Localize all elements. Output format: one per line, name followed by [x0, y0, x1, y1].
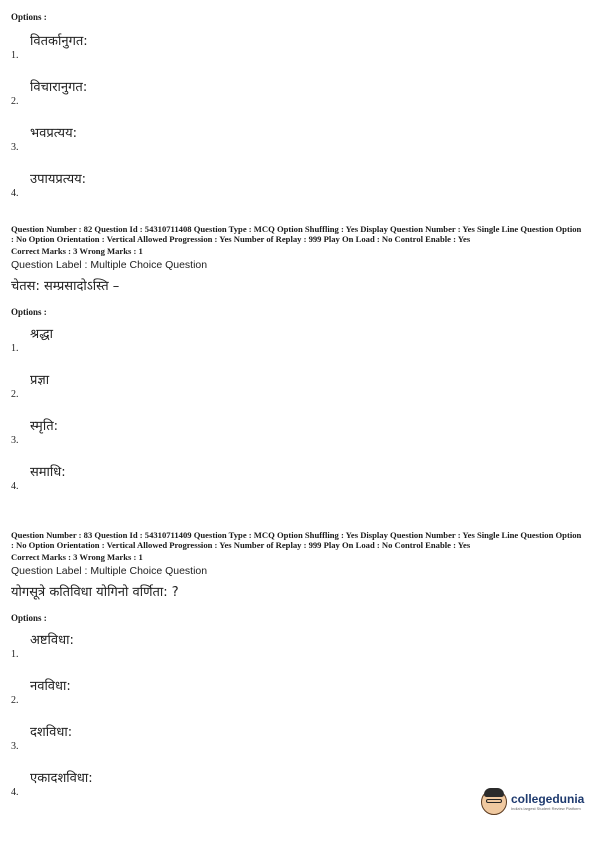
- option-2[interactable]: [11, 73, 585, 119]
- question-label: Question Label : Multiple Choice Question: [11, 565, 208, 577]
- option-number: 4.: [11, 188, 19, 199]
- question-label: Question Label : Multiple Choice Question: [11, 259, 208, 271]
- option-text: प्रज्ञा: [30, 373, 50, 388]
- option-4[interactable]: [11, 458, 585, 504]
- option-3[interactable]: [11, 718, 585, 764]
- option-number: 2.: [11, 389, 19, 400]
- option-4[interactable]: [11, 165, 585, 211]
- option-number: 1.: [11, 649, 19, 660]
- option-2[interactable]: [11, 672, 585, 718]
- question-meta: Question Number : 82 Question Id : 54310711408 Question Type : MCQ Option Shuffling : Yes Display Question Number : Yes Single Line Question Option : No Option Orientation : Vertical Allowed Progression : Yes Number of Replay : 999 Play On Load : No Control Enable : Yes: [11, 224, 582, 244]
- option-text: एकादशविधा:: [30, 771, 93, 786]
- option-text: समाधि:: [30, 465, 66, 480]
- question-text: योगसूत्रे कतिविधा योगिनो वर्णिता: ?: [11, 585, 179, 600]
- option-1[interactable]: [11, 320, 585, 366]
- question-82: [11, 224, 585, 504]
- option-number: 2.: [11, 96, 19, 107]
- logo-text: [511, 793, 584, 811]
- option-number: 4.: [11, 481, 19, 492]
- options-heading: Options :: [11, 307, 47, 317]
- option-text: उपायप्रत्यय:: [30, 172, 87, 187]
- option-text: नवविधा:: [30, 679, 71, 694]
- option-1[interactable]: [11, 27, 585, 73]
- previous-question-options: [11, 12, 585, 211]
- option-3[interactable]: [11, 119, 585, 165]
- option-number: 1.: [11, 50, 19, 61]
- options-heading: Options :: [11, 613, 47, 623]
- option-text: भवप्रत्यय:: [30, 126, 77, 141]
- collegedunia-logo: [481, 789, 584, 815]
- question-marks: Correct Marks : 3 Wrong Marks : 1: [11, 246, 143, 256]
- option-text: श्रद्धा: [30, 327, 53, 342]
- options-heading: Options :: [11, 12, 47, 22]
- logo-name: collegedunia: [511, 792, 585, 806]
- option-number: 3.: [11, 741, 19, 752]
- question-marks: Correct Marks : 3 Wrong Marks : 1: [11, 552, 143, 562]
- option-3[interactable]: [11, 412, 585, 458]
- question-text: चेतस: सम्प्रसादोऽस्ति –: [11, 279, 120, 294]
- option-number: 3.: [11, 435, 19, 446]
- option-number: 4.: [11, 787, 19, 798]
- option-text: दशविधा:: [30, 725, 73, 740]
- question-83: [11, 530, 585, 810]
- option-2[interactable]: [11, 366, 585, 412]
- option-number: 1.: [11, 343, 19, 354]
- option-number: 3.: [11, 142, 19, 153]
- option-number: 2.: [11, 695, 19, 706]
- option-text: विचारानुगत:: [30, 80, 88, 95]
- option-text: अष्टविधा:: [30, 633, 74, 648]
- logo-tagline: India's largest Student Review Platform: [511, 806, 581, 811]
- option-text: वितर्कानुगत:: [30, 34, 88, 49]
- question-meta: Question Number : 83 Question Id : 54310711409 Question Type : MCQ Option Shuffling : Yes Display Question Number : Yes Single Line Question Option : No Option Orientation : Vertical Allowed Progression : Yes Number of Replay : 999 Play On Load : No Control Enable : Yes: [11, 530, 582, 550]
- option-1[interactable]: [11, 626, 585, 672]
- student-mascot-icon: [481, 789, 507, 815]
- option-text: स्मृति:: [30, 419, 58, 434]
